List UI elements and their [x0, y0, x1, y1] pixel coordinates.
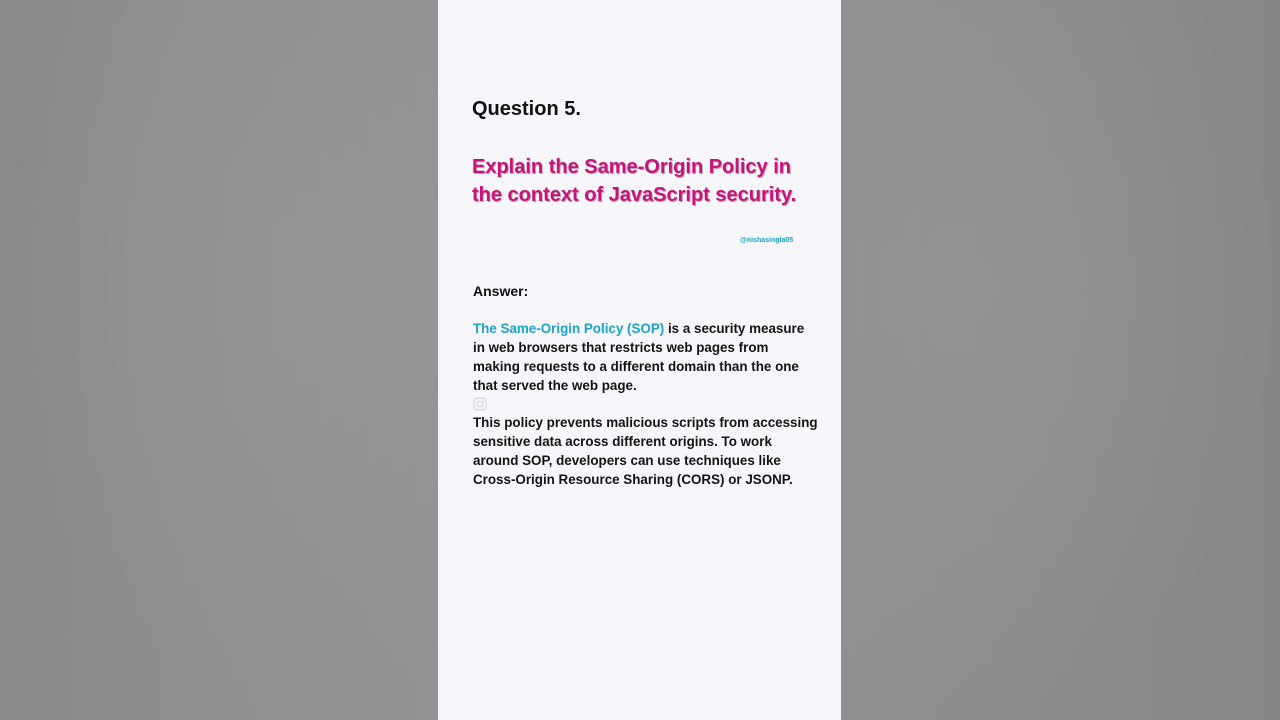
- question-title: Explain the Same-Origin Policy in the context of JavaScript security.: [472, 156, 797, 206]
- answer-paragraph-1-text: is a security measure in web browsers that restricts web pages from making requests to a different domain than the one that served the web page.: [473, 321, 805, 393]
- watermark-handle: @nishasingla05: [740, 237, 794, 244]
- answer-label: Answer:: [473, 283, 529, 299]
- blurred-background-left: [0, 0, 438, 720]
- question-card: [438, 0, 841, 720]
- blurred-background-right: [841, 0, 1280, 720]
- sop-term-highlight: The Same-Origin Policy (SOP): [473, 321, 665, 336]
- answer-paragraph-2: This policy prevents malicious scripts from accessing sensitive data across different origins. To work around SOP, developers can use techniques like Cross-Origin Resource Sharing (CORS) or JSONP.: [473, 415, 818, 487]
- question-number: Question 5.: [472, 98, 581, 120]
- instagram-icon: [473, 397, 487, 411]
- answer-paragraph-1: [473, 319, 818, 395]
